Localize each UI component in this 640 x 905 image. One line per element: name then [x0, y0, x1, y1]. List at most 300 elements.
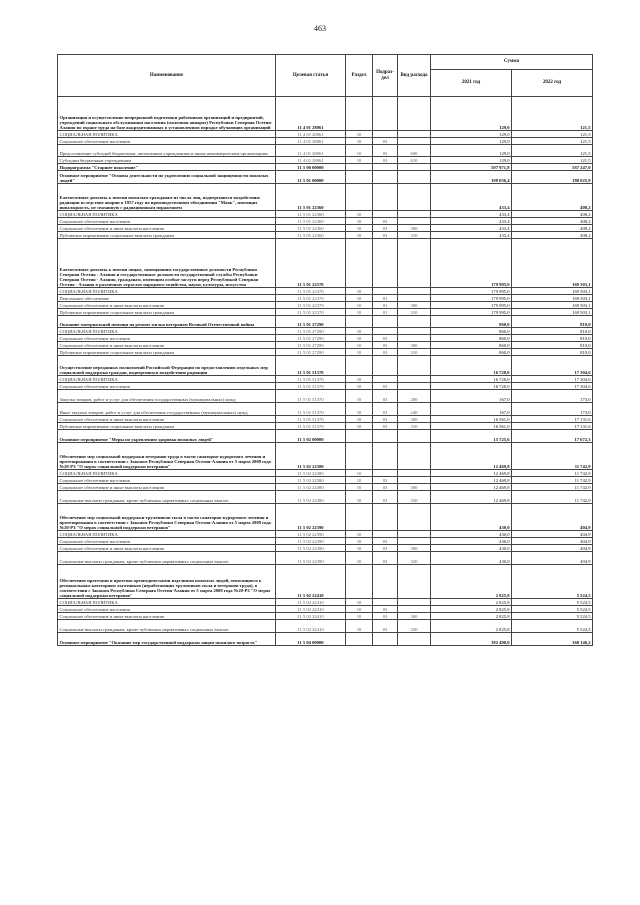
cell-sum-2021: 597 971,8	[431, 164, 512, 171]
table-row	[58, 164, 593, 171]
cell-expense-type	[398, 531, 431, 538]
cell-subsection	[373, 565, 398, 599]
cell-target-code: 11 5 01 51370	[276, 356, 346, 376]
cell-subsection	[373, 356, 398, 376]
cell-target-code: 11 5 02 22390	[276, 545, 346, 552]
cell-subsection	[373, 376, 398, 383]
cell-subsection: 03	[373, 225, 398, 232]
cell-expense-type	[398, 477, 431, 484]
cell-target-code: 11 5 02 22410	[276, 565, 346, 599]
cell-sum-2021: 860,0	[431, 342, 512, 349]
table-row	[58, 552, 593, 565]
cell-section: 10	[346, 302, 373, 309]
cell-sum-2021: 2 825,8	[431, 599, 512, 606]
cell-sum-2021: 179 995,0	[431, 288, 512, 295]
cell-sum-2022: 567 247,0	[512, 164, 593, 171]
cell-target-code: 11 5 04 00000	[276, 633, 346, 646]
cell-name: Организация и осуществление непрерывной подготовки работников организаций и предприятий, учреждений социального обслуживания населения (молочная аппарат) Республики Северная Осетия-Алания по охране труда на базе аккредитованных в установленном порядке обучающих организаций	[58, 97, 276, 131]
header-year-2022: 2022 год	[512, 70, 593, 97]
cell-target-code: 11 5 02 22380	[276, 491, 346, 504]
table-row	[58, 606, 593, 613]
cell-subsection	[373, 97, 398, 131]
cell-name: Обеспечение мер социальной поддержки ветеранов труда в части санаторно-курортного лечения и протезирования в соответствии с Законом Республики Северная Осетия-Алания от 5 марта 2008 года №20-РЗ "О мерах социальной поддержки ветеранов"	[58, 443, 276, 470]
cell-expense-type: 320	[398, 491, 431, 504]
table-row	[58, 288, 593, 295]
cell-expense-type: 310	[398, 232, 431, 239]
cell-section: 10	[346, 342, 373, 349]
cell-section: 10	[346, 232, 373, 239]
header-target: Целевая статья	[276, 55, 346, 97]
cell-sum-2021: 860,0	[431, 316, 512, 328]
cell-expense-type	[398, 633, 431, 646]
table-row	[58, 484, 593, 491]
cell-sum-2021: 430,0	[431, 545, 512, 552]
cell-sum-2021: 129,0	[431, 97, 512, 131]
cell-sum-2021: 16 561,0	[431, 416, 512, 423]
cell-target-code: 11 5 01 22360	[276, 232, 346, 239]
cell-sum-2022: 810,0	[512, 342, 593, 349]
cell-expense-type	[398, 470, 431, 477]
cell-name: Подпрограмма "Старшее поколение"	[58, 164, 276, 171]
cell-subsection	[373, 633, 398, 646]
table-row	[58, 477, 593, 484]
cell-target-code: 11 5 02 00000	[276, 430, 346, 443]
cell-sum-2022: 188 025,9	[512, 171, 593, 184]
header-name: Наименование	[58, 55, 276, 97]
cell-section: 10	[346, 606, 373, 613]
cell-subsection: 03	[373, 613, 398, 620]
cell-sum-2022: 5 524,5	[512, 599, 593, 606]
cell-expense-type	[398, 328, 431, 335]
cell-target-code: 11 5 01 27290	[276, 335, 346, 342]
cell-name: Социальное обеспечение и иные выплаты населению	[58, 613, 276, 620]
table-row	[58, 356, 593, 376]
table-row	[58, 599, 593, 606]
cell-expense-type: 600	[398, 145, 431, 157]
table-row	[58, 131, 593, 138]
cell-name: СОЦИАЛЬНАЯ ПОЛИТИКА	[58, 211, 276, 218]
cell-section: 10	[346, 157, 373, 164]
cell-sum-2022: 121,5	[512, 145, 593, 157]
cell-sum-2021: 12 469,8	[431, 484, 512, 491]
table-row	[58, 504, 593, 531]
cell-section	[346, 504, 373, 531]
table-row	[58, 309, 593, 316]
cell-name: Публичные нормативные социальные выплаты гражданам	[58, 309, 276, 316]
cell-subsection: 03	[373, 349, 398, 356]
cell-section	[346, 565, 373, 599]
cell-target-code: 11 5 01 00000	[276, 171, 346, 184]
table-row	[58, 545, 593, 552]
cell-subsection	[373, 184, 398, 211]
cell-name: СОЦИАЛЬНАЯ ПОЛИТИКА	[58, 328, 276, 335]
table-row	[58, 218, 593, 225]
cell-expense-type	[398, 184, 431, 211]
cell-subsection	[373, 599, 398, 606]
cell-section: 10	[346, 491, 373, 504]
cell-expense-type	[398, 376, 431, 383]
cell-subsection: 03	[373, 232, 398, 239]
cell-sum-2022: 5 524,5	[512, 620, 593, 633]
cell-sum-2021: 860,0	[431, 335, 512, 342]
cell-sum-2022: 5 524,5	[512, 606, 593, 613]
cell-section: 10	[346, 538, 373, 545]
cell-sum-2022: 17 304,6	[512, 376, 593, 383]
cell-target-code: 11 5 01 51370	[276, 383, 346, 390]
cell-sum-2022: 404,9	[512, 531, 593, 538]
cell-section: 10	[346, 416, 373, 423]
cell-section	[346, 164, 373, 171]
cell-name: Предоставление субсидий бюджетным, автономным учреждениям и иным некоммерческим организациям	[58, 145, 276, 157]
table-row	[58, 171, 593, 184]
cell-section: 10	[346, 470, 373, 477]
table-row	[58, 225, 593, 232]
table-row	[58, 157, 593, 164]
cell-expense-type: 320	[398, 552, 431, 565]
cell-name: СОЦИАЛЬНАЯ ПОЛИТИКА	[58, 599, 276, 606]
cell-subsection	[373, 239, 398, 288]
cell-subsection	[373, 164, 398, 171]
table-row	[58, 443, 593, 470]
cell-section: 10	[346, 390, 373, 403]
cell-sum-2021: 2 825,8	[431, 613, 512, 620]
cell-section	[346, 171, 373, 184]
cell-name: Социальное обеспечение и иные выплаты населению	[58, 484, 276, 491]
cell-section: 10	[346, 138, 373, 145]
cell-sum-2021: 433,4	[431, 225, 512, 232]
cell-section	[346, 633, 373, 646]
cell-expense-type: 300	[398, 416, 431, 423]
table-row	[58, 349, 593, 356]
cell-name: Закупка товаров, работ и услуг для обеспечения государственных (муниципальных) нужд	[58, 390, 276, 403]
cell-target-code: 11 5 01 22370	[276, 295, 346, 302]
cell-target-code: 11 5 01 27290	[276, 349, 346, 356]
cell-section: 10	[346, 211, 373, 218]
cell-target-code: 11 5 02 22390	[276, 504, 346, 531]
cell-subsection: 03	[373, 477, 398, 484]
table-body	[58, 97, 593, 646]
cell-sum-2022: 173,0	[512, 390, 593, 403]
cell-sum-2022: 408,2	[512, 218, 593, 225]
cell-target-code: 11 5 02 22410	[276, 620, 346, 633]
cell-sum-2021: 179 995,0	[431, 239, 512, 288]
cell-sum-2022: 404,9	[512, 545, 593, 552]
cell-subsection: 03	[373, 390, 398, 403]
table-row	[58, 620, 593, 633]
cell-sum-2021: 12 469,8	[431, 443, 512, 470]
table-row	[58, 633, 593, 646]
cell-section: 10	[346, 309, 373, 316]
cell-target-code: 11 5 01 51370	[276, 403, 346, 416]
cell-expense-type	[398, 138, 431, 145]
cell-expense-type: 300	[398, 484, 431, 491]
table-row	[58, 531, 593, 538]
cell-subsection: 03	[373, 491, 398, 504]
cell-section: 10	[346, 477, 373, 484]
cell-sum-2021: 129,0	[431, 138, 512, 145]
cell-sum-2022: 17 672,3	[512, 430, 593, 443]
cell-sum-2021: 2 825,8	[431, 620, 512, 633]
cell-target-code: 11 4 01 28061	[276, 157, 346, 164]
cell-subsection: 03	[373, 335, 398, 342]
cell-target-code: 11 5 01 51370	[276, 376, 346, 383]
cell-sum-2021: 430,0	[431, 552, 512, 565]
table-row	[58, 613, 593, 620]
cell-sum-2021: 430,0	[431, 504, 512, 531]
table-row	[58, 239, 593, 288]
cell-sum-2022: 404,9	[512, 504, 593, 531]
cell-expense-type: 310	[398, 349, 431, 356]
cell-sum-2022: 11 742,9	[512, 443, 593, 470]
cell-expense-type: 300	[398, 545, 431, 552]
cell-sum-2022: 404,9	[512, 538, 593, 545]
cell-target-code: 11 5 01 22370	[276, 288, 346, 295]
table-row	[58, 295, 593, 302]
cell-subsection: 03	[373, 383, 398, 390]
cell-sum-2022: 11 742,9	[512, 470, 593, 477]
cell-sum-2021: 129,0	[431, 145, 512, 157]
table-row	[58, 423, 593, 430]
cell-subsection: 03	[373, 342, 398, 349]
cell-sum-2021: 2 825,8	[431, 606, 512, 613]
cell-target-code: 11 5 01 22360	[276, 184, 346, 211]
cell-section: 10	[346, 599, 373, 606]
cell-expense-type: 300	[398, 342, 431, 349]
cell-sum-2022: 121,5	[512, 97, 593, 131]
cell-section: 10	[346, 295, 373, 302]
cell-sum-2022: 11 742,9	[512, 491, 593, 504]
cell-sum-2021: 860,0	[431, 349, 512, 356]
cell-subsection: 03	[373, 403, 398, 416]
cell-section: 10	[346, 403, 373, 416]
table-row	[58, 232, 593, 239]
table-row	[58, 342, 593, 349]
cell-name: Основное мероприятие "Оказание мер государственной поддержки лицам пожилого возраста"	[58, 633, 276, 646]
cell-sum-2021: 12 469,8	[431, 491, 512, 504]
page-number: 463	[314, 24, 326, 33]
cell-sum-2022: 169 503,1	[512, 302, 593, 309]
cell-target-code: 11 4 01 28061	[276, 138, 346, 145]
cell-expense-type	[398, 218, 431, 225]
cell-section: 10	[346, 531, 373, 538]
cell-name: СОЦИАЛЬНАЯ ПОЛИТИКА	[58, 531, 276, 538]
cell-section: 10	[346, 423, 373, 430]
cell-section: 10	[346, 218, 373, 225]
cell-sum-2022: 17 131,6	[512, 423, 593, 430]
cell-sum-2021: 16 561,0	[431, 423, 512, 430]
cell-section: 10	[346, 145, 373, 157]
cell-subsection: 01	[373, 302, 398, 309]
cell-expense-type: 610	[398, 157, 431, 164]
cell-name: Публичные нормативные социальные выплаты гражданам	[58, 232, 276, 239]
header-subsection: Подраз-дел	[373, 55, 398, 97]
cell-sum-2022: 810,0	[512, 316, 593, 328]
cell-target-code: 11 5 02 22380	[276, 477, 346, 484]
cell-target-code: 11 4 01 28061	[276, 131, 346, 138]
cell-sum-2022: 408,2	[512, 225, 593, 232]
cell-name: Ежемесячные доплаты к пенсии лицам, замещавшим государственные должности Республики Северная Осетия - Алания и государственные должности государственной службы Республики Северная Осетия - Алания, гражданам, имеющим особые заслуги перед Республикой Северная Осетия - Алания в различных отраслях народного хозяйства, науки, культуры, искусства	[58, 239, 276, 288]
cell-section	[346, 97, 373, 131]
table-row	[58, 470, 593, 477]
cell-expense-type	[398, 430, 431, 443]
cell-section	[346, 356, 373, 376]
cell-expense-type	[398, 383, 431, 390]
table-row	[58, 316, 593, 328]
cell-name: Ежемесячные доплаты к пенсии пожилым гражданам из числа лиц, подвергшихся воздействию радиации вследствие аварии в 1957 году на производственном объединении "Маяк", имеющих инвалидность, не связанную с радиационным поражением	[58, 184, 276, 211]
cell-expense-type	[398, 131, 431, 138]
cell-expense-type: 240	[398, 403, 431, 416]
table-row	[58, 145, 593, 157]
cell-subsection: 03	[373, 423, 398, 430]
cell-expense-type	[398, 295, 431, 302]
table-row	[58, 302, 593, 309]
cell-section: 10	[346, 545, 373, 552]
table-row	[58, 390, 593, 403]
cell-sum-2021: 179 995,0	[431, 302, 512, 309]
cell-section	[346, 316, 373, 328]
cell-target-code: 11 5 02 22390	[276, 552, 346, 565]
cell-sum-2022: 408,2	[512, 184, 593, 211]
cell-sum-2021: 15 725,6	[431, 430, 512, 443]
cell-name: Социальное обеспечение населения	[58, 138, 276, 145]
table-row	[58, 491, 593, 504]
cell-section	[346, 443, 373, 470]
cell-target-code: 11 5 01 27290	[276, 342, 346, 349]
table-row	[58, 138, 593, 145]
cell-subsection	[373, 211, 398, 218]
table-row	[58, 538, 593, 545]
cell-subsection: 03	[373, 606, 398, 613]
cell-section: 10	[346, 349, 373, 356]
cell-name: Социальное обеспечение и иные выплаты населению	[58, 342, 276, 349]
cell-target-code: 11 5 01 27290	[276, 328, 346, 335]
table-row	[58, 565, 593, 599]
cell-sum-2021: 179 995,0	[431, 309, 512, 316]
table-row	[58, 430, 593, 443]
cell-target-code: 11 5 01 51370	[276, 423, 346, 430]
cell-target-code: 11 5 02 22380	[276, 470, 346, 477]
cell-section	[346, 184, 373, 211]
cell-sum-2022: 360 146,2	[512, 633, 593, 646]
cell-name: Социальное обеспечение населения	[58, 477, 276, 484]
cell-name: Публичные нормативные социальные выплаты гражданам	[58, 423, 276, 430]
cell-expense-type	[398, 171, 431, 184]
cell-name: Социальное обеспечение населения	[58, 383, 276, 390]
cell-target-code: 11 5 01 22370	[276, 302, 346, 309]
cell-name: Социальные выплаты гражданам, кроме публичных нормативных социальных выплат	[58, 491, 276, 504]
cell-target-code: 11 5 02 22410	[276, 606, 346, 613]
cell-sum-2022: 17 304,6	[512, 383, 593, 390]
cell-subsection: 03	[373, 145, 398, 157]
cell-subsection: 01	[373, 295, 398, 302]
cell-subsection: 03	[373, 552, 398, 565]
cell-target-code: 11 5 01 22370	[276, 309, 346, 316]
cell-expense-type	[398, 565, 431, 599]
table-row	[58, 184, 593, 211]
table-row	[58, 383, 593, 390]
cell-target-code: 11 5 01 27290	[276, 316, 346, 328]
cell-expense-type	[398, 538, 431, 545]
cell-section: 10	[346, 613, 373, 620]
cell-name: Публичные нормативные социальные выплаты гражданам	[58, 349, 276, 356]
cell-name: СОЦИАЛЬНАЯ ПОЛИТИКА	[58, 131, 276, 138]
cell-sum-2022: 5 524,5	[512, 565, 593, 599]
cell-sum-2021: 167,0	[431, 390, 512, 403]
cell-section: 10	[346, 335, 373, 342]
cell-expense-type	[398, 606, 431, 613]
cell-expense-type: 310	[398, 423, 431, 430]
cell-sum-2022: 169 503,1	[512, 309, 593, 316]
cell-sum-2022: 11 742,9	[512, 484, 593, 491]
header-sum: Сумма	[431, 55, 593, 70]
cell-sum-2022: 17 304,6	[512, 356, 593, 376]
cell-expense-type	[398, 288, 431, 295]
cell-sum-2022: 404,9	[512, 552, 593, 565]
cell-subsection	[373, 504, 398, 531]
cell-section: 10	[346, 328, 373, 335]
cell-section: 10	[346, 552, 373, 565]
cell-sum-2021: 179 995,0	[431, 295, 512, 302]
table-row	[58, 97, 593, 131]
cell-sum-2021: 382 490,0	[431, 633, 512, 646]
cell-name: Оказание материальной помощи на ремонт жилья ветеранам Великой Отечественной войны	[58, 316, 276, 328]
cell-expense-type	[398, 97, 431, 131]
table-row	[58, 335, 593, 342]
cell-sum-2022: 121,5	[512, 131, 593, 138]
cell-name: Обеспечение протезами и протезно-ортопедическими изделиями пожилых людей, относящихся к региональным категориям льготников (неработающих тружеников тыла и ветеранов труда), в соответствии с Законом Республики Северная Осетия-Алания от 5 марта 2008 года №20-РЗ "О мерах социальной поддержки ветеранов"	[58, 565, 276, 599]
cell-name: СОЦИАЛЬНАЯ ПОЛИТИКА	[58, 288, 276, 295]
cell-name: Осуществление переданных полномочий Российской Федерации по предоставлению отдельных мер социальной поддержки граждан, подвергшихся воздействию радиации	[58, 356, 276, 376]
table-row	[58, 211, 593, 218]
cell-subsection	[373, 531, 398, 538]
cell-sum-2021: 16 728,0	[431, 383, 512, 390]
cell-subsection: 03	[373, 484, 398, 491]
cell-sum-2022: 17 131,6	[512, 416, 593, 423]
cell-section: 10	[346, 288, 373, 295]
cell-expense-type: 300	[398, 613, 431, 620]
cell-sum-2021: 16 728,0	[431, 376, 512, 383]
cell-sum-2022: 810,0	[512, 328, 593, 335]
cell-name: Социальное обеспечение населения	[58, 606, 276, 613]
cell-sum-2022: 169 503,1	[512, 288, 593, 295]
cell-subsection	[373, 316, 398, 328]
cell-sum-2021: 433,4	[431, 218, 512, 225]
cell-section: 10	[346, 484, 373, 491]
cell-sum-2021: 860,0	[431, 328, 512, 335]
cell-target-code: 11 5 01 22370	[276, 239, 346, 288]
cell-name: Основное мероприятие "Основы деятельности по укреплению социальной защищенности пожилых людей"	[58, 171, 276, 184]
cell-target-code: 11 5 02 22380	[276, 443, 346, 470]
cell-section: 10	[346, 131, 373, 138]
cell-subsection: 03	[373, 620, 398, 633]
cell-section: 10	[346, 225, 373, 232]
cell-subsection	[373, 470, 398, 477]
cell-name: Субсидии бюджетным учреждениям	[58, 157, 276, 164]
cell-target-code: 11 5 01 22360	[276, 218, 346, 225]
cell-target-code: 11 5 02 22410	[276, 599, 346, 606]
cell-subsection: 01	[373, 309, 398, 316]
cell-sum-2021: 129,0	[431, 131, 512, 138]
cell-name: СОЦИАЛЬНАЯ ПОЛИТИКА	[58, 470, 276, 477]
cell-sum-2022: 408,2	[512, 232, 593, 239]
cell-sum-2021: 12 469,8	[431, 477, 512, 484]
cell-expense-type: 300	[398, 225, 431, 232]
cell-sum-2022: 408,2	[512, 211, 593, 218]
cell-subsection: 03	[373, 416, 398, 423]
cell-name: Иные закупки товаров, работ и услуг для обеспечения государственных (муниципальных) нужд	[58, 403, 276, 416]
cell-sum-2022: 5 524,5	[512, 613, 593, 620]
cell-target-code: 11 5 01 22360	[276, 225, 346, 232]
